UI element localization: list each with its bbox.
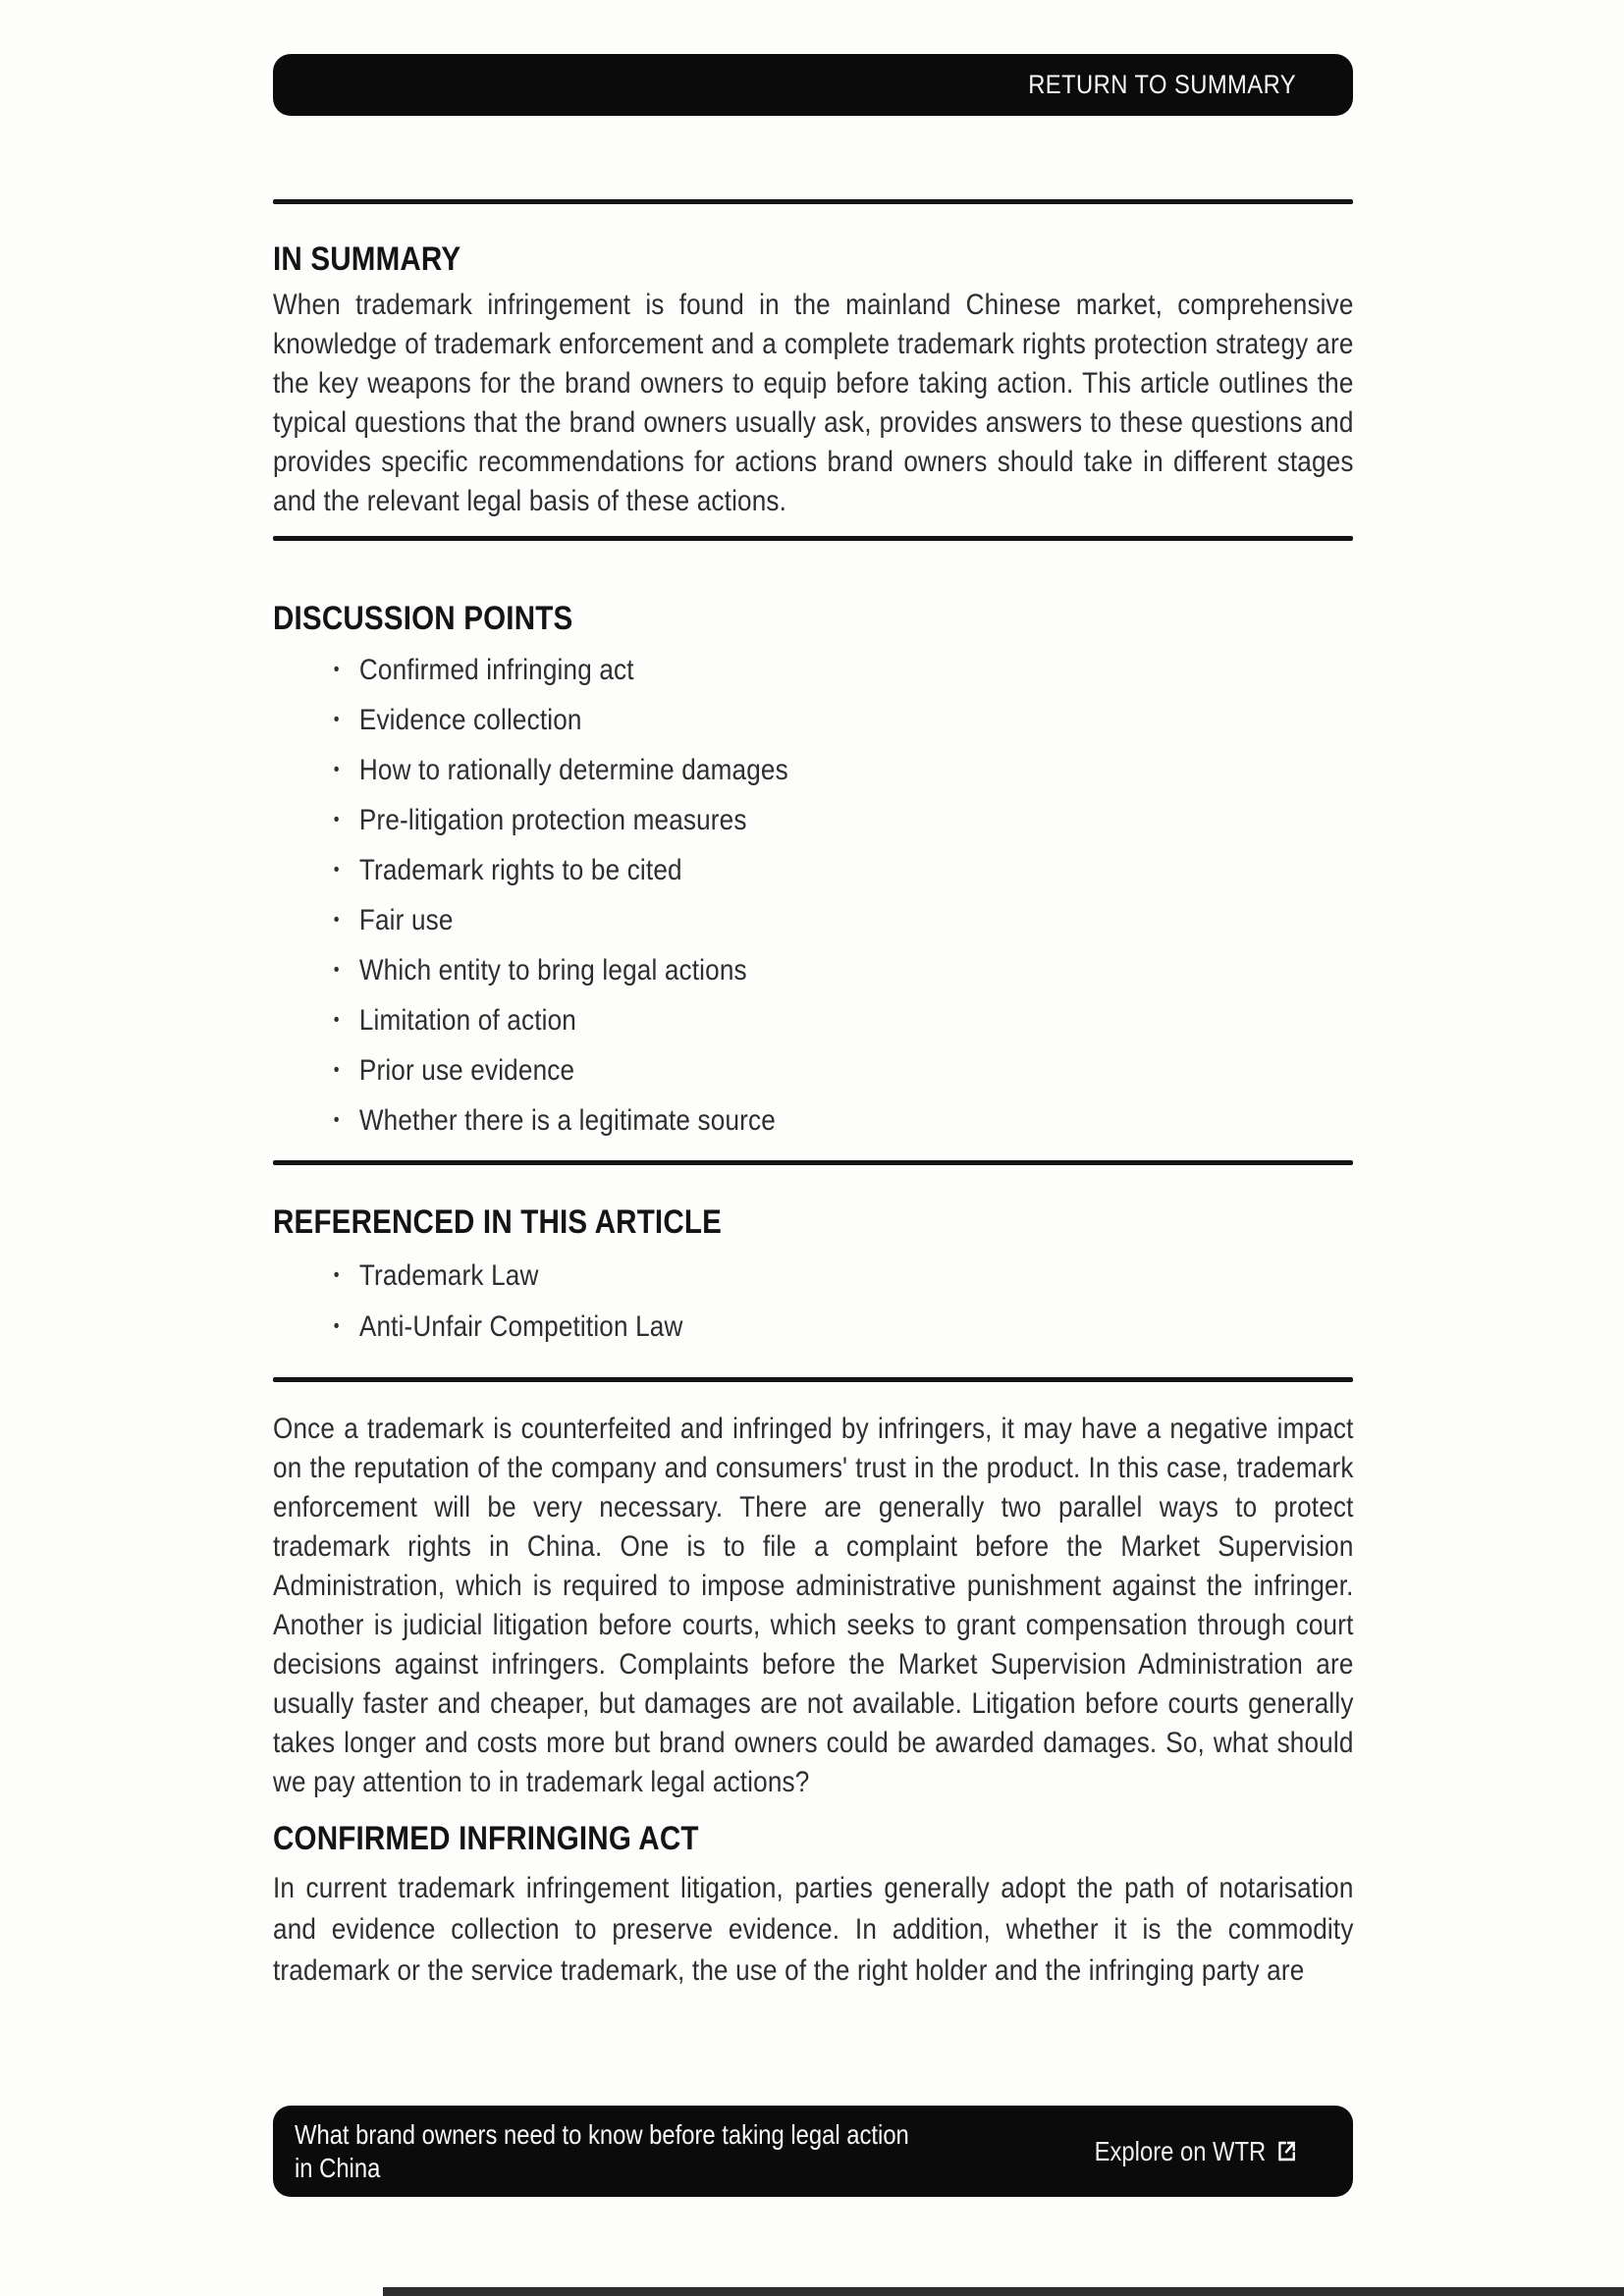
referenced-heading: REFERENCED IN THIS ARTICLE: [273, 1203, 723, 1241]
list-item: [334, 1095, 1415, 1146]
list-item-label: Trademark rights to be cited: [358, 853, 682, 886]
bullet-icon: [334, 1265, 343, 1287]
in-summary-paragraph: When trademark infringement is found in the mainland Chinese market, comprehensive knowledge of trademark enforcement and a complete trademark rights protection strategy are the key weapons for the brand owners to equip before taking action. This article outlines the typical questions that the brand owners usually ask, provides answers to these questions and provides specific recommendations for actions brand owners should take in different stages and the relevant legal basis of these actions.: [273, 289, 1354, 517]
bullet-icon: [334, 1110, 343, 1132]
bullet-icon: [334, 860, 343, 881]
list-item: [334, 995, 1415, 1045]
list-item-label: Trademark Law: [358, 1259, 539, 1292]
section-divider-bottom: [273, 1377, 1353, 1382]
list-item-label: Prior use evidence: [358, 1053, 575, 1087]
bullet-icon: [334, 1316, 343, 1338]
list-item-label: Fair use: [358, 903, 454, 936]
bullet-icon: [334, 1010, 343, 1032]
bullet-icon: [334, 710, 343, 731]
confirmed-infringing-act-heading: CONFIRMED INFRINGING ACT: [273, 1820, 699, 1857]
section-divider: [273, 536, 1353, 541]
return-to-summary-label: RETURN TO SUMMARY: [1028, 70, 1296, 99]
bullet-icon: [334, 1060, 343, 1082]
section-divider: [273, 1160, 1353, 1165]
bullet-icon: [334, 660, 343, 681]
list-item-label: Pre-litigation protection measures: [358, 803, 747, 836]
discussion-points-heading: DISCUSSION POINTS: [273, 600, 573, 637]
article-title: [295, 2118, 944, 2185]
list-item: [334, 795, 1415, 845]
list-item-label: Evidence collection: [358, 703, 582, 736]
list-item: [334, 1251, 1415, 1302]
discussion-points-list: [273, 645, 1414, 1146]
article-title-line1: What brand owners need to know before taking legal action: [295, 2118, 909, 2150]
external-link-icon: [1275, 2138, 1298, 2164]
list-item-label: Anti-Unfair Competition Law: [358, 1310, 683, 1343]
next-page-edge: [383, 2287, 1624, 2296]
confirmed-infringing-act-paragraph: In current trademark infringement litigation, parties generally adopt the path of notarisation and evidence collection to preserve evidence. In addition, whether it is the commodity trademark or the service trademark, the use of the right holder and the infringing party are: [273, 1872, 1354, 1987]
article-intro-paragraph: Once a trademark is counterfeited and infringed by infringers, it may have a negative impact on the reputation of the company and consumers' trust in the product. In this case, trademark enforcement will be very necessary. There are generally two parallel ways to protect trademark rights in China. One is to file a complaint before the Market Supervision Administration, which is required to impose administrative punishment against the infringer. Another is judicial litigation before courts, which seeks to grant compensation through court decisions against infringers. Complaints before the Market Supervision Administration are usually faster and cheaper, but damages are not available. Litigation before courts generally takes longer and costs more but brand owners could be awarded damages. So, what should we pay attention to in trademark legal actions?: [273, 1413, 1354, 1798]
list-item-label: How to rationally determine damages: [358, 753, 788, 786]
explore-on-wtr-link[interactable]: [1094, 2136, 1298, 2167]
in-summary-heading: IN SUMMARY: [273, 240, 461, 278]
list-item: [334, 945, 1415, 995]
bullet-icon: [334, 960, 343, 982]
bullet-icon: [334, 810, 343, 831]
list-item: [334, 1045, 1415, 1095]
list-item: [334, 695, 1415, 745]
list-item-label: Whether there is a legitimate source: [358, 1103, 776, 1137]
section-divider-top: [273, 199, 1353, 204]
bullet-icon: [334, 760, 343, 781]
list-item: [334, 745, 1415, 795]
list-item: [334, 1302, 1415, 1353]
list-item-label: Limitation of action: [358, 1003, 576, 1037]
footer-bar: [273, 2106, 1353, 2197]
list-item: [334, 645, 1415, 695]
list-item-label: Confirmed infringing act: [358, 653, 634, 686]
bullet-icon: [334, 910, 343, 932]
article-title-line2: in China: [295, 2152, 381, 2183]
list-item: [334, 895, 1415, 945]
list-item-label: Which entity to bring legal actions: [358, 953, 747, 987]
explore-on-wtr-label: Explore on WTR: [1094, 2135, 1266, 2166]
list-item: [334, 845, 1415, 895]
referenced-list: [273, 1251, 1414, 1353]
return-to-summary-button[interactable]: [273, 54, 1353, 116]
